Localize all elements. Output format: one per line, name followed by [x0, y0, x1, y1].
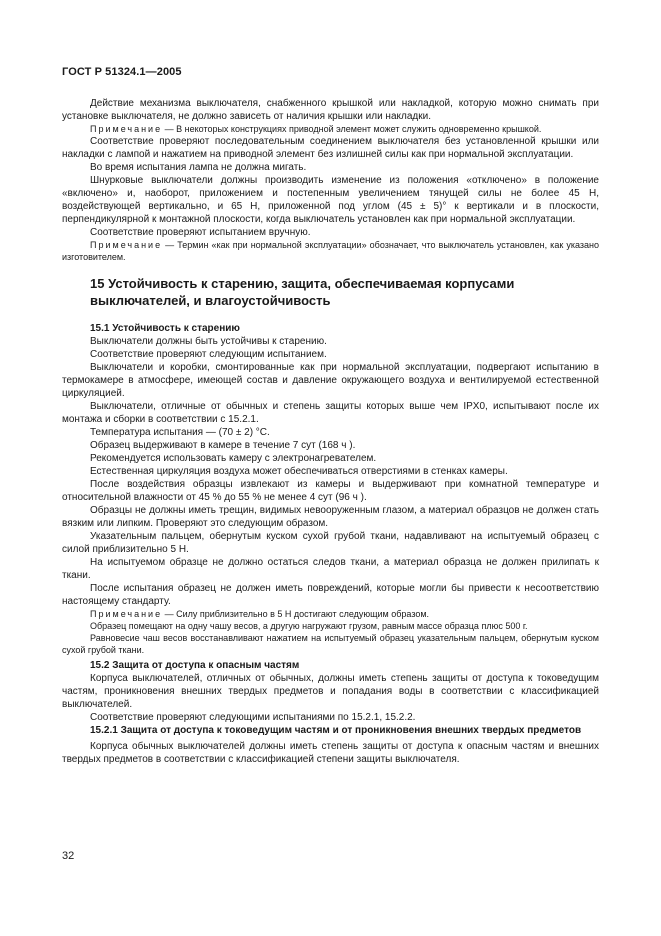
paragraph: Образец выдерживают в камере в течение 7 сут (168 ч ). — [90, 440, 356, 451]
paragraph: Соответствие проверяют последовательным соединением выключателя без установленной крышки или накладки с лампой и нажатием на приводной элемент без излишней силы как при нормальной эксплуатации. — [62, 136, 599, 160]
paragraph: После воздействия образцы извлекают из камеры и выдерживают при комнатной температуре и относительной влажности от 45 % до 55 % не менее 4 сут (96 ч ). — [62, 479, 599, 503]
standard-header: ГОСТ Р 51324.1—2005 — [62, 66, 182, 78]
section-heading: 15 Устойчивость к старению, защита, обеспечиваемая корпусами выключателей, и влагоустойчивость — [90, 276, 515, 308]
note — [62, 608, 599, 620]
paragraph: Естественная циркуляция воздуха может обеспечиваться отверстиями в стенках камеры. — [90, 466, 508, 477]
note-text: — В некоторых конструкциях приводной элемент может служить одновременно крышкой. — [162, 124, 542, 134]
paragraph: Соответствие проверяют испытанием вручную. — [90, 227, 311, 238]
paragraph: Рекомендуется использовать камеру с электронагревателем. — [90, 453, 377, 464]
paragraph: Выключатели должны быть устойчивы к старению. — [90, 336, 327, 347]
paragraph: Температура испытания — (70 ± 2) °С. — [90, 427, 270, 438]
paragraph: Корпуса выключателей, отличных от обычных, должны иметь степень защиты от доступа к токоведущим частям, проникновения внешних твердых предметов и попадания воды в соответствии с классификацией выключателей. — [62, 673, 599, 710]
note-paragraph: Образец помещают на одну чашу весов, а другую нагружают грузом, равным массе образца плюс 500 г. — [90, 621, 528, 631]
paragraph: Указательным пальцем, обернутым куском сухой грубой ткани, надавливают на испытуемый образец с силой приблизительно 5 Н. — [62, 531, 599, 555]
paragraph: Соответствие проверяют следующими испытаниями по 15.2.1, 15.2.2. — [90, 712, 416, 723]
subsection-heading: 15.2 Защита от доступа к опасным частям — [90, 660, 300, 671]
paragraph: На испытуемом образце не должно остаться следов ткани, а материал образца не должен прилипать к ткани. — [62, 557, 599, 581]
note-text: — Силу приблизительно в 5 Н достигают следующим образом. — [162, 609, 430, 619]
note-label: Примечание — [90, 609, 163, 619]
paragraph: Во время испытания лампа не должна мигать. — [90, 162, 307, 173]
paragraph: Действие механизма выключателя, снабженного крышкой или накладкой, которую можно снимать при установке выключателя, не должно зависеть от наличия крышки или накладки. — [62, 98, 599, 122]
page-number: 32 — [62, 850, 75, 862]
note-label: Примечание — [90, 124, 163, 134]
paragraph: Корпуса обычных выключателей должны иметь степень защиты от доступа к опасным частям и внешних твердых предметов в соответствии с классификацией степени защиты выключателя. — [62, 741, 599, 765]
subsection-heading: 15.2.1 Защита от доступа к токоведущим частям и от проникновения внешних твердых предметов — [90, 725, 582, 736]
paragraph: Соответствие проверяют следующим испытанием. — [90, 349, 327, 360]
subsection-heading: 15.1 Устойчивость к старению — [90, 323, 240, 334]
note — [62, 123, 599, 135]
paragraph: Образцы не должны иметь трещин, видимых невооруженным глазом, а материал образцов не должен стать вязким или липким. Проверяют это следующим образом. — [62, 505, 599, 529]
note-paragraph: Равновесие чаш весов восстанавливают нажатием на испытуемый образец указательным пальцем, обернутым куском сухой грубой ткани. — [62, 633, 599, 655]
note-label: Примечание — [90, 240, 163, 250]
paragraph: Шнурковые выключатели должны производить изменение из положения «отключено» в положение «включено» и, наоборот, приложением и постепенным увеличением тянущей силы не более 45 Н, воздействующей вертикально, и 65 Н, приложенной под углом (45 ± 5)° к вертикали и в плоскости, перпендикулярной к монтажной плоскости, когда выключатель установлен как при нормальной эксплуатации. — [62, 175, 599, 225]
paragraph: Выключатели, отличные от обычных и степень защиты которых выше чем IPX0, испытывают после их монтажа и сборки в соответствии с 15.2.1. — [62, 401, 599, 425]
paragraph: После испытания образец не должен иметь повреждений, которые могли бы привести к несоответствию настоящему стандарту. — [62, 583, 599, 607]
note-text: — Термин «как при нормальной эксплуатации» обозначает, что выключатель установлен, как указано изготовителем. — [62, 240, 599, 262]
page-body — [62, 97, 599, 766]
paragraph: Выключатели и коробки, смонтированные как при нормальной эксплуатации, подвергают испытанию в термокамере в атмосфере, имеющей состав и давление окружающего воздуха и вентилируемой естественной циркуляцией. — [62, 362, 599, 399]
note — [62, 239, 599, 263]
